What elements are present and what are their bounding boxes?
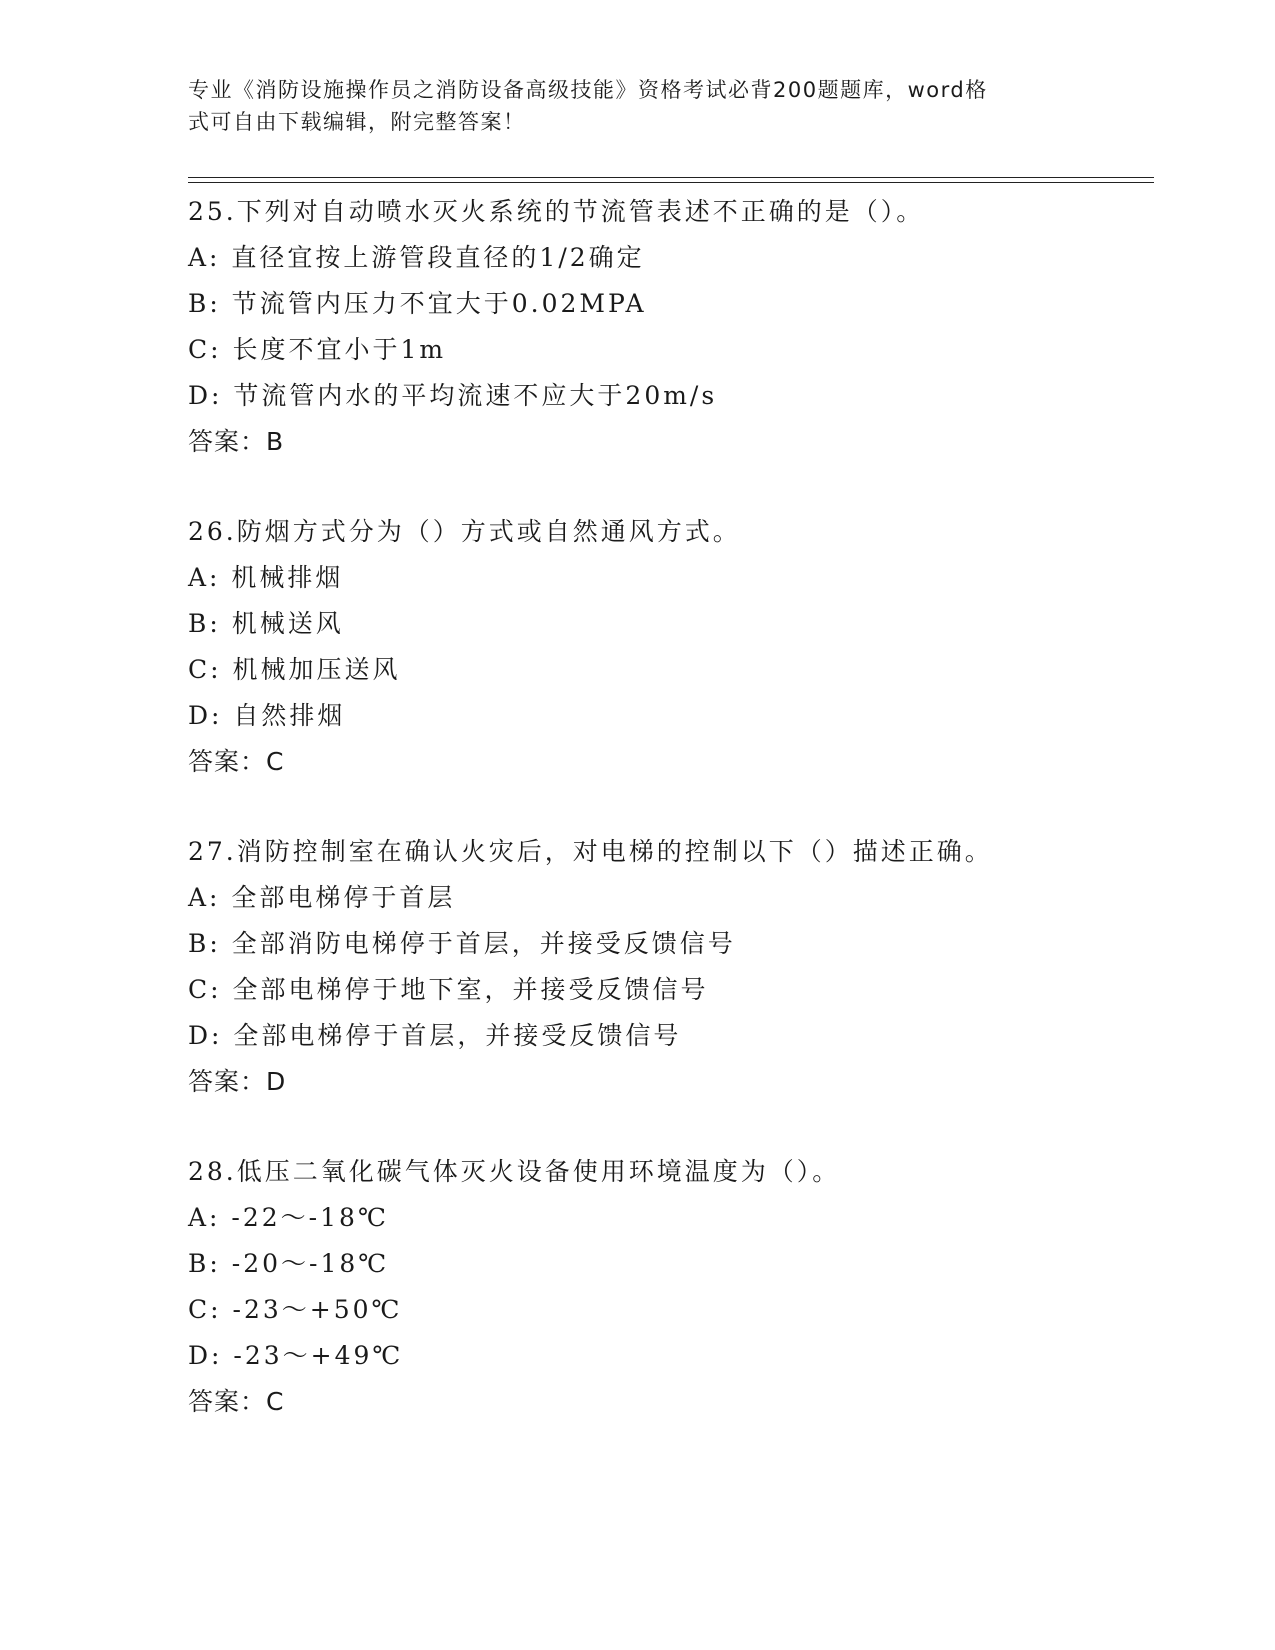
answer-line: 答案：B — [188, 427, 285, 456]
header-line-1: 专业《消防设施操作员之消防设备高级技能》资格考试必背200题题库，word格 — [188, 78, 988, 102]
answer-line: 答案：C — [188, 1387, 285, 1416]
option-a: A: 机械排烟 — [188, 563, 344, 592]
option-c: C: -23～+50℃ — [188, 1295, 403, 1324]
option-a: A: 全部电梯停于首层 — [188, 883, 456, 912]
option-c: C: 长度不宜小于1m — [188, 335, 447, 364]
question-26 — [188, 509, 1148, 785]
question-25 — [188, 189, 1148, 465]
option-b: B: 全部消防电梯停于首层，并接受反馈信号 — [188, 929, 736, 958]
header-divider-bottom — [188, 182, 1154, 183]
option-a: A: 直径宜按上游管段直径的1/2确定 — [188, 243, 645, 272]
document-header — [188, 74, 1078, 138]
question-28 — [188, 1149, 1148, 1425]
option-c: C: 全部电梯停于地下室，并接受反馈信号 — [188, 975, 709, 1004]
question-stem: 25.下列对自动喷水灭火系统的节流管表述不正确的是（）。 — [188, 197, 925, 226]
option-b: B: 机械送风 — [188, 609, 344, 638]
question-stem: 27.消防控制室在确认火灾后，对电梯的控制以下（）描述正确。 — [188, 837, 993, 866]
question-stem: 26.防烟方式分为（）方式或自然通风方式。 — [188, 517, 741, 546]
option-d: D: 节流管内水的平均流速不应大于20m/s — [188, 381, 718, 410]
option-a: A: -22～-18℃ — [188, 1203, 389, 1232]
question-stem: 28.低压二氧化碳气体灭火设备使用环境温度为（）。 — [188, 1157, 841, 1186]
header-divider-top — [188, 177, 1154, 178]
option-c: C: 机械加压送风 — [188, 655, 401, 684]
option-d: D: -23～+49℃ — [188, 1341, 404, 1370]
header-line-2: 式可自由下载编辑，附完整答案！ — [188, 110, 526, 134]
option-d: D: 自然排烟 — [188, 701, 346, 730]
answer-line: 答案：D — [188, 1067, 287, 1096]
option-b: B: 节流管内压力不宜大于0.02MPA — [188, 289, 647, 318]
option-b: B: -20～-18℃ — [188, 1249, 390, 1278]
option-d: D: 全部电梯停于首层，并接受反馈信号 — [188, 1021, 682, 1050]
question-27 — [188, 829, 1148, 1105]
answer-line: 答案：C — [188, 747, 285, 776]
